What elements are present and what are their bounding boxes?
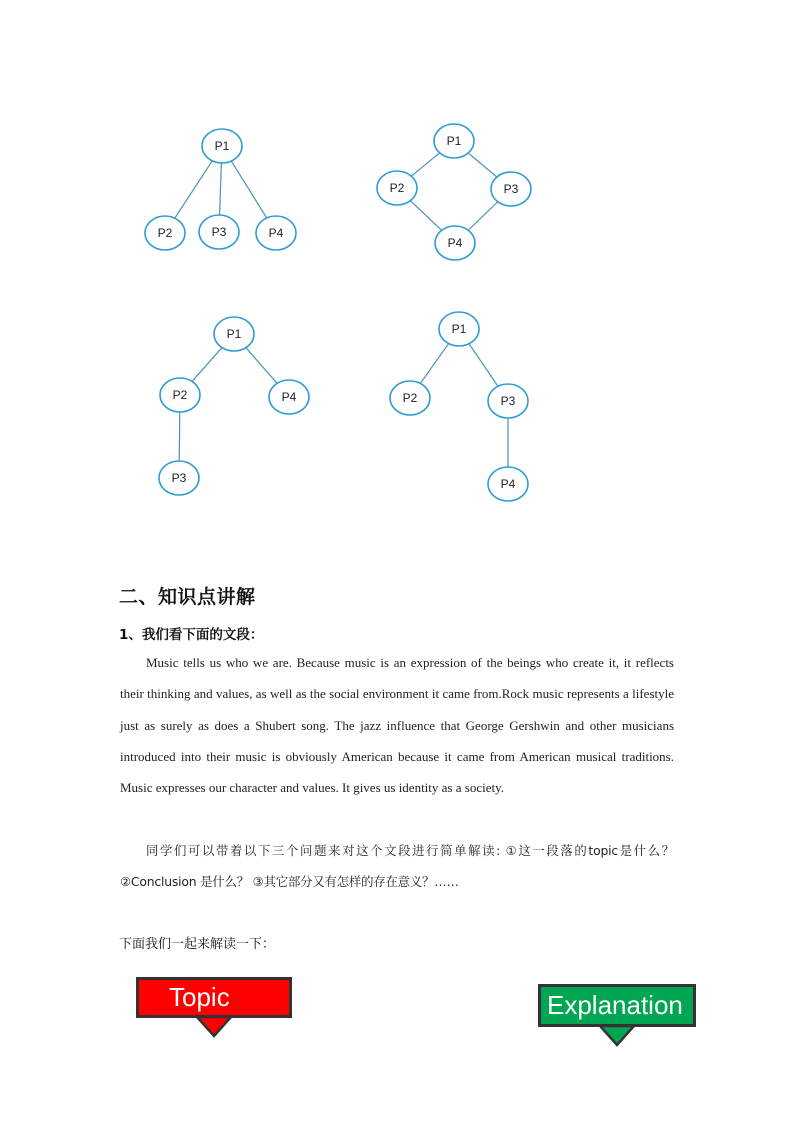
node-label-p4: P4 <box>447 236 463 250</box>
node-label-p2: P2 <box>402 391 418 405</box>
sub-heading: 1、我们看下面的文段： <box>119 627 264 643</box>
node-label-p4: P4 <box>281 390 297 404</box>
topic-banner-label: Topic <box>169 982 230 1012</box>
edge-p1-p3 <box>220 163 222 215</box>
node-label-p1: P1 <box>214 139 230 153</box>
node-label-p3: P3 <box>503 182 519 196</box>
explanation-banner-label: Explanation <box>547 990 683 1020</box>
edge-p1-p3 <box>469 344 498 387</box>
edge-p1-p4 <box>246 348 277 384</box>
section-heading: 二、知识点讲解 <box>119 586 256 608</box>
edge-p1-p3 <box>468 153 497 177</box>
node-label-p1: P1 <box>226 327 242 341</box>
node-label-p2: P2 <box>172 388 188 402</box>
topic-banner <box>136 977 292 1018</box>
node-label-p2: P2 <box>157 226 173 240</box>
edge-p2-p4 <box>410 201 441 231</box>
edge-p1-p2 <box>420 344 448 384</box>
diagram-2 <box>377 124 531 260</box>
node-label-p4: P4 <box>500 477 516 491</box>
edge-p1-p2 <box>175 161 213 218</box>
questions-paragraph: 同学们可以带着以下三个问题来对这个文段进行简单解读: ①这一段落的topic是什么？②Conclusion 是什么？ ③其它部分又有怎样的存在意义？…… <box>120 843 674 890</box>
diagram-4 <box>390 312 528 501</box>
node-label-p1: P1 <box>446 134 462 148</box>
edge-p3-p4 <box>468 202 498 230</box>
diagrams-area <box>0 0 794 560</box>
explanation-banner <box>538 984 696 1027</box>
node-label-p1: P1 <box>451 322 467 336</box>
edge-p1-p4 <box>231 161 266 218</box>
node-label-p2: P2 <box>389 181 405 195</box>
node-label-p4: P4 <box>268 226 284 240</box>
diagram-1 <box>145 129 296 250</box>
edge-p1-p2 <box>411 153 439 176</box>
node-label-p3: P3 <box>211 225 227 239</box>
node-label-p3: P3 <box>171 471 187 485</box>
english-paragraph: Music tells us who we are. Because music is an expression of the beings who create it, it reflects their thinking and values, as well as the social environment it came from.Rock music represents a lifestyle just as surely as does a Shubert song. The jazz influence that George Gershwin and other musicians introduced into their music is obviously American because it came from American musical traditions. Music expresses our character and values. It gives us identity as a society. <box>120 655 674 796</box>
topic-down-arrow-icon <box>195 1015 233 1039</box>
lead-in-text: 下面我们一起来解读一下： <box>119 937 276 952</box>
node-label-p3: P3 <box>500 394 516 408</box>
edge-p2-p3 <box>179 412 180 461</box>
explanation-down-arrow-icon <box>598 1024 636 1048</box>
edge-p1-p2 <box>192 348 222 382</box>
diagram-3 <box>159 317 309 495</box>
